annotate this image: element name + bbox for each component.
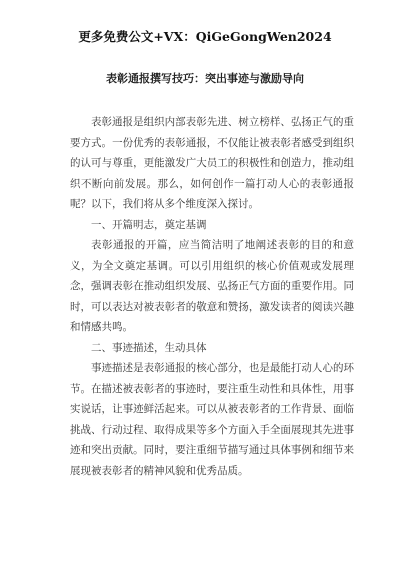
document-title: 表彰通报撰写技巧：突出事迹与激励导向 (106, 72, 304, 85)
section-2-paragraph: 事迹描述是表彰通报的核心部分，也是最能打动人心的环节。在描述被表彰者的事迹时，要注重生动性和具体性，用事实说话，让事迹鲜活起来。可以从被表彰者的工作背景、面临挑战、行动过程、取得成果等多个方面入手全面展现其先进事迹和突出贡献。同时，要注重细节描写通过具体事例和细节来展现被表彰者的精神风貌和优秀品质。 (70, 362, 354, 477)
section-1-paragraph: 表彰通报的开篇，应当简洁明了地阐述表彰的目的和意义，为全文奠定基调。可以引用组织的核心价值观或发展理念，强调表彰在推动组织发展、弘扬正气方面的重要作用。同时，可以表达对被表彰者的敬意和赞扬，激发读者的阅读兴趣和情感共鸣。 (70, 239, 354, 333)
intro-paragraph: 表彰通报是组织内部表彰先进、树立榜样、弘扬正气的重要方式。一份优秀的表彰通报，不仅能让被表彰者感受到组织的认可与尊重，更能激发广大员工的积极性和创造力，推动组织不断向前发展。那么，如何创作一篇打动人心的表彰通报呢？以下，我们将从多个维度深入探讨。 (70, 116, 354, 210)
watermark-header: 更多免费公文+VX：QiGeGongWen2024 (78, 29, 332, 44)
section-heading-1: 一、开篇明志，奠定基调 (91, 218, 207, 231)
document-body (70, 112, 354, 481)
section-heading-2: 二、事迹描述，生动具体 (91, 341, 207, 354)
